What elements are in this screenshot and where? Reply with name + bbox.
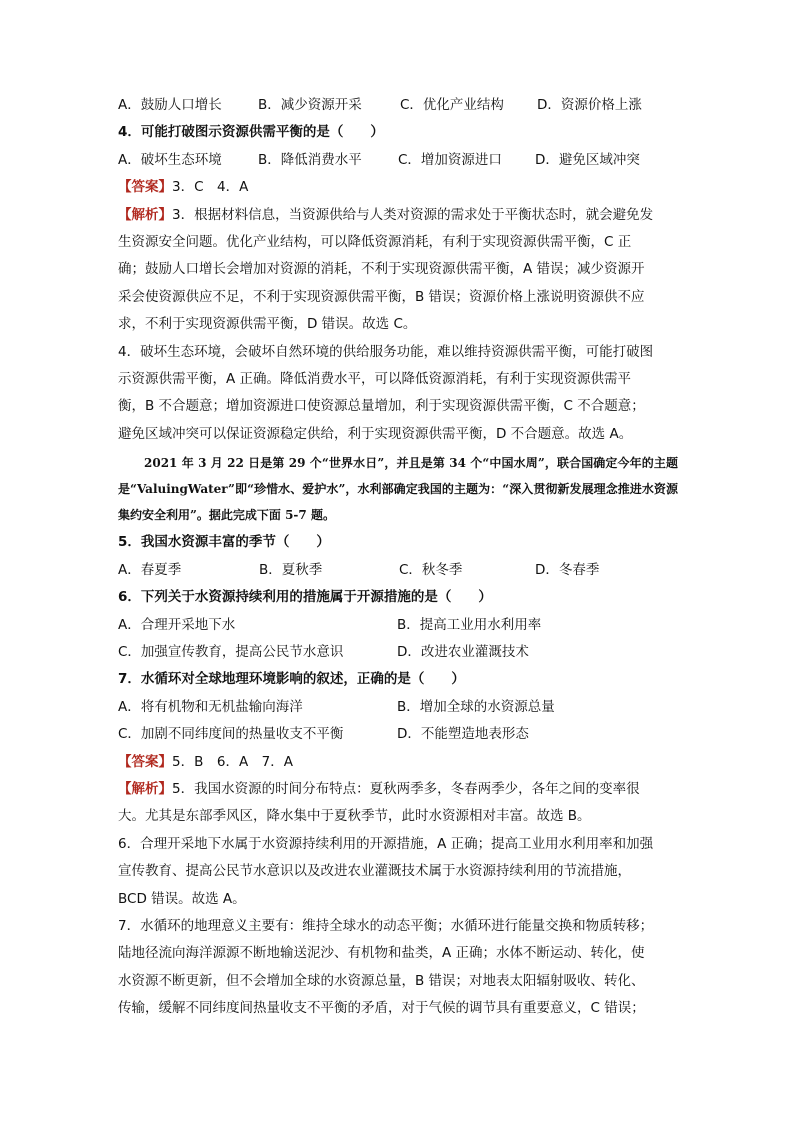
q5-option-d: D．冬春季 (535, 561, 600, 578)
analysis-2c-line-1: 7．水循环的地理意义主要有：维持全球水的动态平衡；水循环进行能量交换和物质转移； (118, 917, 654, 934)
q5-option-c: C．秋冬季 (399, 561, 463, 578)
q3-option-c: C．优化产业结构 (400, 97, 504, 113)
q4-option-d: D．避免区域冲突 (535, 151, 640, 168)
analysis-1-line-3: 确；鼓励人口增长会增加对资源的消耗，不利于实现资源供需平衡，A 错误；减少资源开 (118, 261, 645, 278)
analysis-2-tag: 【解析】 (118, 780, 172, 797)
q6-option-d: D．改进农业灌溉技术 (397, 643, 529, 660)
analysis-1b (118, 339, 678, 449)
analysis-2b-line-2: 宣传教育、提高公民节水意识以及改进农业灌溉技术属于水资源持续利用的节流措施， (118, 863, 631, 880)
q5-option-b: B．夏秋季 (259, 561, 323, 578)
analysis-2b-line-3: BCD 错误。故选 A。 (118, 890, 246, 907)
analysis-1b-line-1: 4．破坏生态环境，会破坏自然环境的供给服务功能，难以维持资源供需平衡，可能打破图 (118, 343, 654, 360)
analysis-1-line-5: 求，不利于实现资源供需平衡，D 错误。故选 C。 (118, 316, 417, 333)
q3-option-b: B．减少资源开采 (258, 97, 362, 113)
analysis-1b-line-3: 衡，B 不合题意；增加资源进口使资源总量增加，利于实现资源供需平衡，C 不合题意； (118, 398, 645, 415)
analysis-2-line-1: 5．我国水资源的时间分布特点：夏秋两季多，冬春两季少，各年之间的变率很 (172, 780, 640, 797)
q3-option-d: D．资源价格上涨 (537, 97, 642, 113)
analysis-2c (118, 913, 678, 1023)
q5-option-a: A．春夏季 (118, 561, 182, 578)
q3-option-a: A．鼓励人口增长 (118, 97, 222, 113)
answer-1-text: 3．C 4．A (172, 179, 249, 196)
q4-option-b: B．降低消费水平 (258, 151, 362, 168)
analysis-1b-line-4: 避免区域冲突可以保证资源稳定供给，利于实现资源供需平衡，D 不合题意。故选 A。 (118, 425, 633, 442)
q7-options-row-2 (118, 721, 678, 748)
analysis-1 (118, 202, 678, 339)
answer-2-text: 5．B 6．A 7．A (172, 753, 293, 770)
q4-option-a: A．破坏生态环境 (118, 151, 222, 168)
answer-2-tag: 【答案】 (118, 753, 172, 770)
analysis-2c-line-3: 水资源不断更新，但不会增加全球的水资源总量，B 错误；对地表太阳辐射吸收、转化、 (118, 972, 645, 989)
analysis-1-line-2: 生资源安全问题。优化产业结构，可以降低资源消耗，有利于实现资源供需平衡，C 正 (118, 234, 632, 251)
q4-option-c: C．增加资源进口 (398, 151, 502, 168)
analysis-1-tag: 【解析】 (118, 206, 172, 223)
analysis-2c-line-2: 陆地径流向海洋源源不断地输送泥沙、有机物和盐类，A 正确；水体不断运动、转化，使 (118, 945, 645, 962)
analysis-2b-line-1: 6．合理开采地下水属于水资源持续利用的开源措施，A 正确；提高工业用水利用率和加强 (118, 835, 654, 852)
analysis-2b (118, 831, 678, 913)
q7-option-b: B．增加全球的水资源总量 (397, 698, 555, 715)
q4-stem: 4．可能打破图示资源供需平衡的是（ ） (118, 124, 384, 141)
q7-option-a: A．将有机物和无机盐输向海洋 (118, 698, 303, 715)
analysis-1-line-4: 采会使资源供应不足，不利于实现资源供需平衡，B 错误；资源价格上涨说明资源供不应 (118, 288, 645, 305)
q7-options-row-1 (118, 694, 678, 721)
analysis-2 (118, 776, 678, 831)
answer-1-tag: 【答案】 (118, 179, 172, 196)
q7-option-d: D．不能塑造地表形态 (397, 726, 529, 743)
analysis-2c-line-4: 传输，缓解不同纬度间热量收支不平衡的矛盾，对于气候的调节具有重要意义，C 错误； (118, 1000, 645, 1017)
reading-material: 2021 年 3 月 22 日是第 29 个“世界水日”，并且是第 34 个“中国水周”，联合国确定今年的主题是“ValuingWater”即“珍惜水、爱护水”，水利部确定我国的主题为：“深入贯彻新发展理念推进水资源集约安全利用”。据此完成下面 5-7 题。 (118, 456, 678, 523)
analysis-1b-line-2: 示资源供需平衡，A 正确。降低消费水平，可以降低资源消耗，有利于实现资源供需平 (118, 371, 632, 388)
q7-option-c: C．加剧不同纬度间的热量收支不平衡 (118, 726, 344, 743)
q6-option-b: B．提高工业用水利用率 (397, 616, 542, 633)
page-content (118, 92, 678, 1023)
analysis-1-line-1: 3．根据材料信息，当资源供给与人类对资源的需求处于平衡状态时，就会避免发 (172, 206, 654, 223)
q6-option-c: C．加强宣传教育，提高公民节水意识 (118, 643, 344, 660)
q7-stem: 7．水循环对全球地理环境影响的叙述，正确的是（ ） (118, 671, 465, 688)
answer-2 (118, 749, 678, 776)
answer-1 (118, 174, 678, 201)
q6-options-row-2 (118, 639, 678, 666)
q5-options (118, 557, 678, 584)
q5-stem: 5．我国水资源丰富的季节（ ） (118, 534, 330, 551)
q3-options (118, 92, 678, 119)
q6-options-row-1 (118, 612, 678, 639)
q6-option-a: A．合理开采地下水 (118, 616, 236, 633)
q6-stem: 6．下列关于水资源持续利用的措施属于开源措施的是（ ） (118, 589, 492, 606)
q4-options (118, 147, 678, 174)
analysis-2-line-2: 大。尤其是东部季风区，降水集中于夏秋季节，此时水资源相对丰富。故选 B。 (118, 808, 591, 825)
